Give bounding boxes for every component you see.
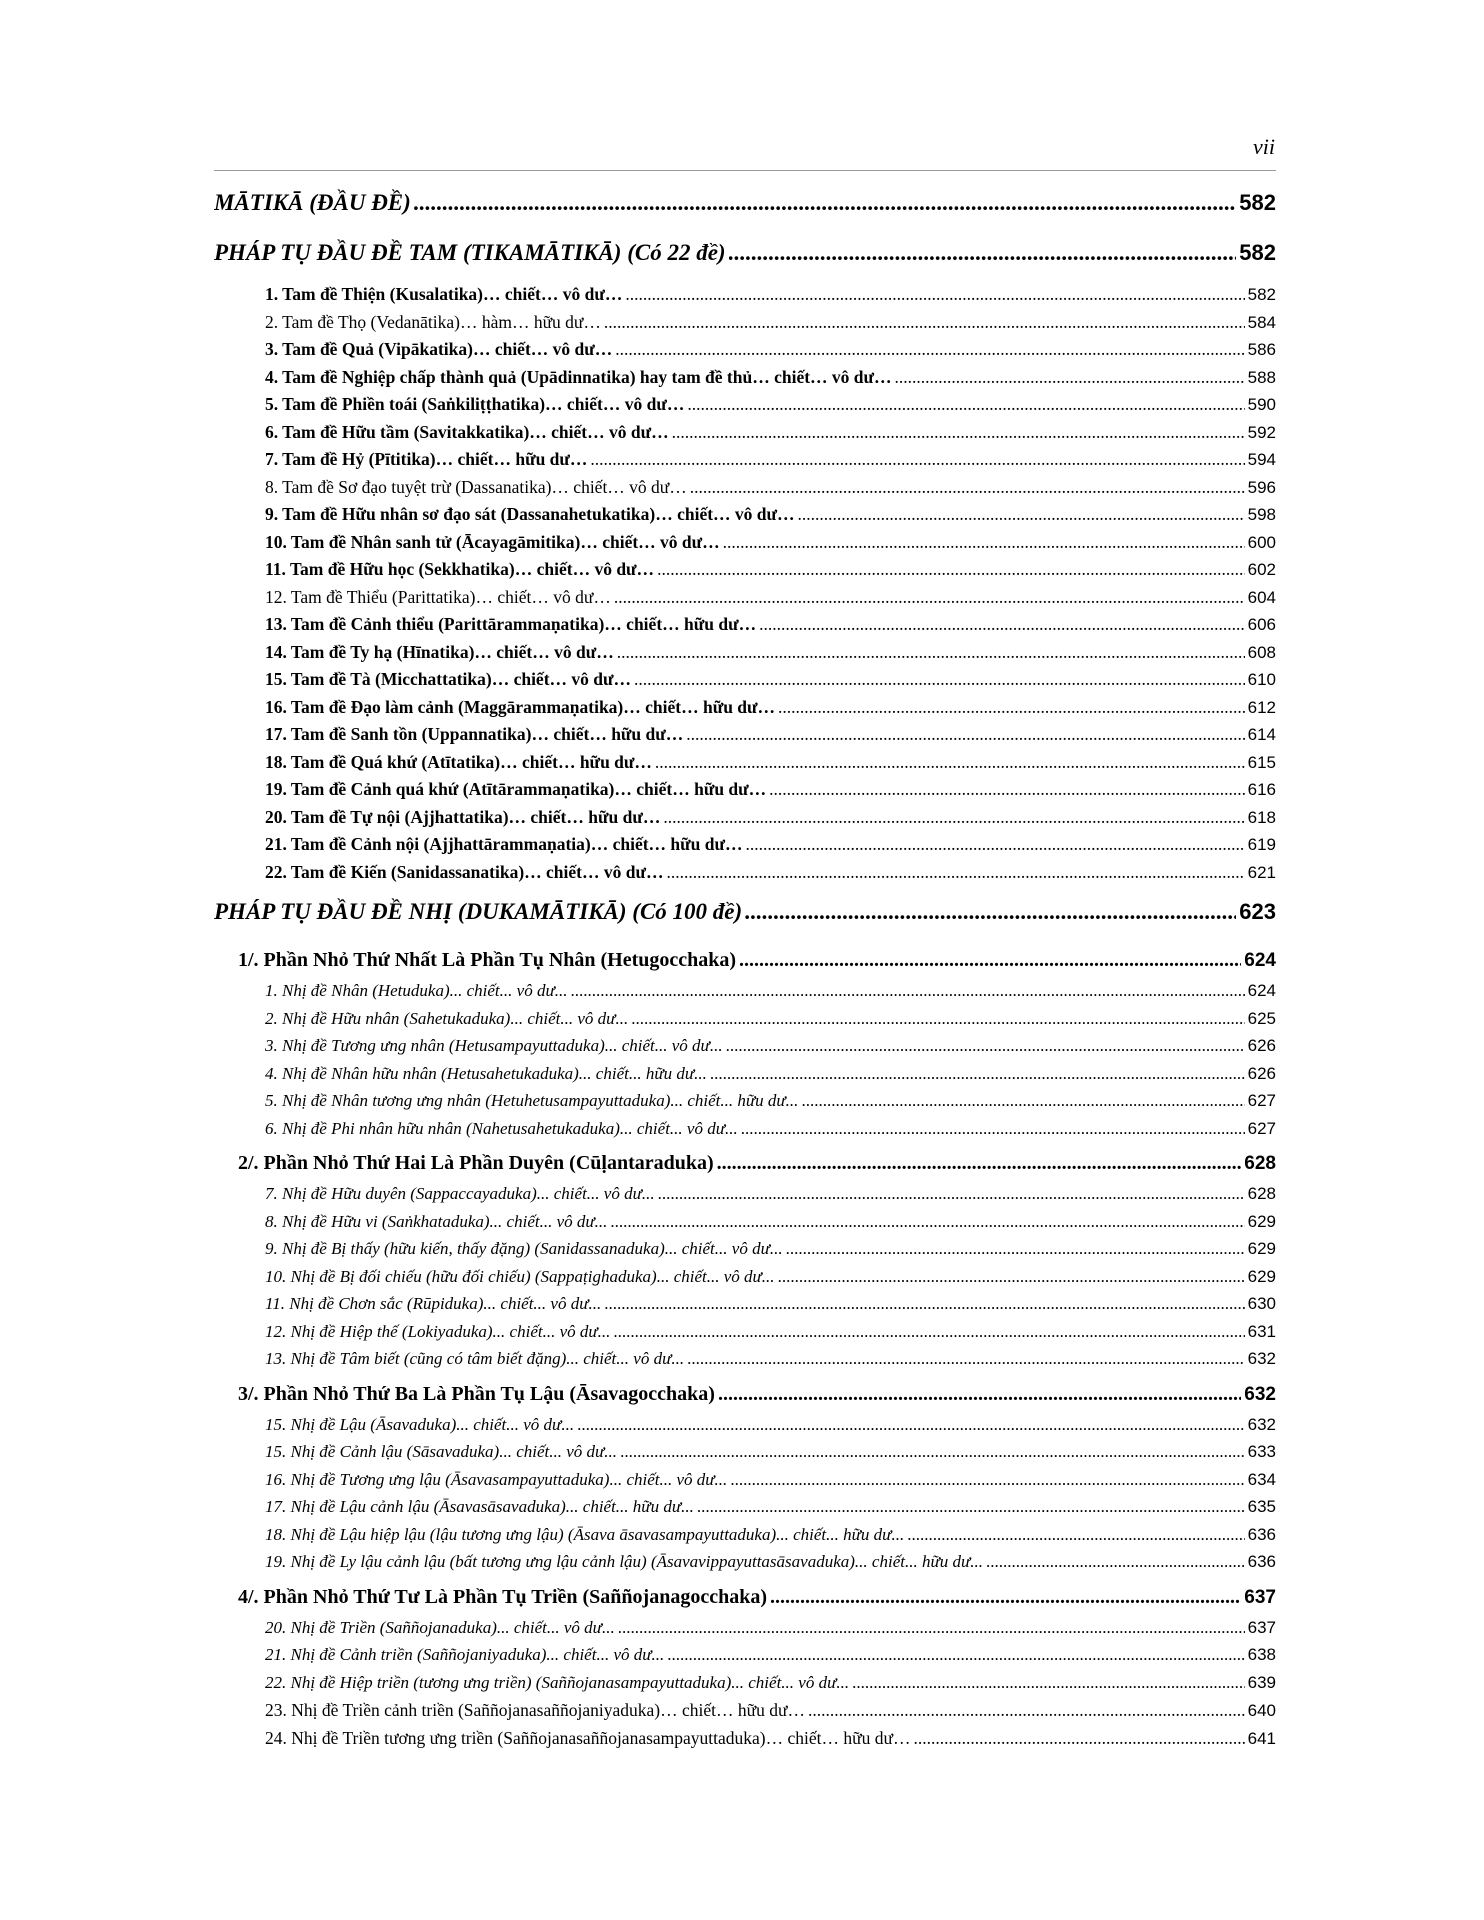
toc-entry[interactable] — [214, 449, 1276, 477]
toc-section-label: 2/. Phần Nhỏ Thứ Hai Là Phần Duyên (Cūḷantaraduka) — [238, 1152, 714, 1174]
toc-page-number: 619 — [1247, 835, 1276, 854]
leader-dots — [723, 532, 1245, 553]
toc-entry[interactable] — [214, 284, 1276, 312]
toc-entry-label: 18. Nhị đề Lậu hiệp lậu (lậu tương ưng lậu) (Āsava āsavasampayuttaduka)... chiết... hữu dư... — [265, 1524, 905, 1544]
toc-page-number: 615 — [1247, 752, 1276, 772]
toc-page-number: 640 — [1247, 1701, 1276, 1720]
toc-entry[interactable] — [214, 1552, 1276, 1580]
toc-page-number: 623 — [1239, 899, 1276, 924]
toc-entry-label: 3. Nhị đề Tương ưng nhân (Hetusampayuttaduka)... chiết... vô dư... — [265, 1036, 723, 1055]
toc-entry-label: 15. Tam đề Tà (Micchattatika)… chiết… vô dư… — [265, 669, 632, 689]
toc-page-number: 639 — [1247, 1672, 1276, 1692]
toc-entry[interactable] — [214, 1700, 1276, 1728]
leader-dots — [778, 697, 1245, 718]
toc-entry-label: 5. Tam đề Phiền toái (Saṅkiliṭṭhatika)… chiết… vô dư… — [265, 394, 685, 414]
toc-page-number: 628 — [1244, 1153, 1276, 1174]
leader-dots — [801, 1091, 1244, 1111]
toc-entry-label: 8. Nhị đề Hữu vi (Saṅkhataduka)... chiết... vô dư... — [265, 1211, 608, 1231]
toc-entry[interactable] — [214, 1091, 1276, 1119]
leader-dots — [798, 504, 1245, 525]
toc-page-number: 625 — [1247, 1008, 1276, 1028]
toc-page-number: 634 — [1247, 1469, 1276, 1489]
toc-entry[interactable] — [214, 614, 1276, 642]
toc-entry[interactable] — [214, 1728, 1276, 1756]
toc-page-number: 590 — [1247, 395, 1276, 414]
toc-entry[interactable] — [214, 1119, 1276, 1147]
toc-entry-label: 4. Nhị đề Nhân hữu nhân (Hetusahetukaduka)... chiết... hữu dư... — [265, 1063, 707, 1083]
leader-dots — [769, 779, 1244, 800]
toc-entry[interactable] — [214, 394, 1276, 422]
toc-page-number: 584 — [1247, 312, 1276, 332]
leader-dots — [986, 1552, 1245, 1572]
toc-entry-label: 18. Tam đề Quá khứ (Atītatika)… chiết… hữu dư… — [265, 751, 652, 772]
leader-dots — [666, 862, 1244, 883]
toc-entry-label: 8. Tam đề Sơ đạo tuyệt trừ (Dassanatika)… chiết… vô dư… — [265, 476, 687, 497]
toc-section-3[interactable] — [214, 1377, 1276, 1415]
toc-heading-duka[interactable] — [214, 893, 1276, 943]
toc-section-2[interactable] — [214, 1146, 1276, 1184]
toc-entry-label: 6. Nhị đề Phi nhân hữu nhân (Nahetusahetukaduka)... chiết... vô dư... — [265, 1118, 738, 1138]
toc-page-number: 588 — [1247, 367, 1276, 387]
leader-dots — [686, 724, 1244, 745]
tika-list — [214, 284, 1276, 889]
toc-entry-label: 10. Nhị đề Bị đối chiếu (hữu đối chiếu) (Sappaṭighaduka)... chiết... vô dư... — [265, 1266, 775, 1286]
leader-dots — [729, 240, 1237, 266]
toc-page-number: 598 — [1247, 505, 1276, 524]
toc-section-1[interactable] — [214, 943, 1276, 981]
toc-entry[interactable] — [214, 504, 1276, 532]
toc-entry-label: 20. Nhị đề Triền (Saññojanaduka)... chiết... vô dư... — [265, 1617, 615, 1637]
toc-heading-matika[interactable] — [214, 184, 1276, 234]
leader-dots — [690, 477, 1245, 498]
toc-page-number: 624 — [1244, 950, 1276, 971]
toc-page-number: 582 — [1239, 190, 1276, 215]
leader-dots — [570, 981, 1244, 1001]
toc-entry[interactable] — [214, 642, 1276, 670]
toc-entry[interactable] — [214, 312, 1276, 340]
toc-page-number: 627 — [1247, 1091, 1276, 1110]
leader-dots — [625, 284, 1244, 305]
leader-dots — [617, 642, 1245, 663]
toc-page-number: 631 — [1247, 1321, 1276, 1341]
toc-entry[interactable] — [214, 1036, 1276, 1064]
leader-dots — [741, 1119, 1245, 1139]
leader-dots — [778, 1267, 1245, 1287]
toc-entry-label: 3. Tam đề Quả (Vipākatika)… chiết… vô dư… — [265, 339, 613, 359]
toc-page-number: 614 — [1247, 725, 1276, 744]
toc-entry[interactable] — [214, 724, 1276, 752]
toc-entry-label: 6. Tam đề Hữu tầm (Savitakkatika)… chiết… vô dư… — [265, 421, 669, 442]
toc-entry[interactable] — [214, 422, 1276, 450]
toc-entry[interactable] — [214, 477, 1276, 505]
leader-dots — [759, 614, 1245, 635]
page-number: vii — [1253, 134, 1275, 159]
toc-entry[interactable] — [214, 807, 1276, 835]
toc-entry-label: 23. Nhị đề Triền cảnh triền (Saññojanasaññojaniyaduka)… chiết… hữu dư… — [265, 1700, 805, 1720]
toc-entry[interactable] — [214, 1415, 1276, 1443]
toc-entry-label: 7. Nhị đề Hữu duyên (Sappaccayaduka)... chiết... vô dư... — [265, 1184, 655, 1203]
toc-page-number: 592 — [1247, 422, 1276, 442]
toc-entry-label: 12. Tam đề Thiểu (Parittatika)… chiết… vô dư… — [265, 586, 611, 607]
leader-dots — [913, 1728, 1244, 1749]
leader-dots — [808, 1700, 1245, 1721]
toc-entry-label: 13. Nhị đề Tâm biết (cũng có tâm biết đặng)... chiết... vô dư... — [265, 1349, 685, 1368]
toc-page-number: 626 — [1247, 1063, 1276, 1083]
toc-page-number: 586 — [1247, 340, 1276, 359]
leader-dots — [657, 559, 1245, 580]
leader-dots — [739, 949, 1241, 972]
toc-entry[interactable] — [214, 587, 1276, 615]
toc-page-number: 606 — [1247, 615, 1276, 634]
leader-dots — [730, 1470, 1244, 1490]
toc-entry[interactable] — [214, 697, 1276, 725]
toc-entry-label: 16. Nhị đề Tương ưng lậu (Āsavasampayuttaduka)... chiết... vô dư... — [265, 1469, 728, 1489]
leader-dots — [745, 899, 1236, 925]
leader-dots — [717, 1152, 1242, 1175]
toc-page-number: 608 — [1247, 642, 1276, 662]
leader-dots — [604, 312, 1245, 333]
toc-page-number: 629 — [1247, 1239, 1276, 1258]
toc-entry-label: 2. Tam đề Thọ (Vedanātika)… hàm… hữu dư… — [265, 311, 601, 332]
toc-page-number: 629 — [1247, 1211, 1276, 1231]
leader-dots — [907, 1525, 1244, 1545]
toc-page-number: 637 — [1244, 1586, 1276, 1608]
toc-entry[interactable] — [214, 1212, 1276, 1240]
toc-entry-label: 19. Tam đề Cảnh quá khứ (Atītārammaṇatika)… chiết… hữu dư… — [265, 779, 767, 799]
toc-entry[interactable] — [214, 1349, 1276, 1377]
leader-dots — [414, 190, 1236, 216]
toc-entry[interactable] — [214, 1673, 1276, 1701]
toc-section-label: 1/. Phần Nhỏ Thứ Nhất Là Phần Tụ Nhân (Hetugocchaka) — [238, 949, 737, 971]
table-of-contents — [214, 184, 1276, 1755]
leader-dots — [618, 1618, 1245, 1638]
toc-entry[interactable] — [214, 1294, 1276, 1322]
leader-dots — [852, 1673, 1245, 1693]
toc-entry-label: 9. Tam đề Hữu nhân sơ đạo sát (Dassanahetukatika)… chiết… vô dư… — [265, 504, 795, 524]
toc-page-number: 633 — [1247, 1442, 1276, 1461]
toc-page-number: 616 — [1247, 780, 1276, 799]
toc-entry-label: 1. Nhị đề Nhân (Hetuduka)... chiết... vô dư... — [265, 981, 568, 1000]
toc-entry[interactable] — [214, 1470, 1276, 1498]
toc-page-number: 604 — [1247, 587, 1276, 607]
toc-section-label: 3/. Phần Nhỏ Thứ Ba Là Phần Tụ Lậu (Āsavagocchaka) — [238, 1382, 715, 1405]
toc-entry[interactable] — [214, 1322, 1276, 1350]
toc-entry-label: 22. Nhị đề Hiệp triền (tương ưng triền) (Saññojanasampayuttaduka)... chiết... vô dư... — [265, 1672, 850, 1692]
toc-entry-label: 7. Tam đề Hỷ (Pītitika)… chiết… hữu dư… — [265, 449, 588, 469]
leader-dots — [590, 449, 1244, 470]
toc-page-number: 629 — [1247, 1266, 1276, 1286]
toc-heading-tika[interactable] — [214, 234, 1276, 284]
toc-entry-label: 5. Nhị đề Nhân tương ưng nhân (Hetuhetusampayuttaduka)... chiết... hữu dư... — [265, 1091, 799, 1110]
toc-entry-label: 21. Nhị đề Cảnh triền (Saññojaniyaduka)... chiết... vô dư... — [265, 1645, 665, 1664]
leader-dots — [604, 1294, 1244, 1314]
toc-entry[interactable] — [214, 981, 1276, 1009]
toc-page-number: 582 — [1247, 285, 1276, 304]
toc-entry[interactable] — [214, 1064, 1276, 1092]
toc-heading-label: PHÁP TỤ ĐẦU ĐỀ TAM (TIKAMĀTIKĀ) (Có 22 đề) — [214, 240, 726, 265]
toc-entry[interactable] — [214, 1267, 1276, 1295]
leader-dots — [663, 807, 1244, 828]
toc-entry-label: 16. Tam đề Đạo làm cảnh (Maggārammaṇatika)… chiết… hữu dư… — [265, 696, 776, 717]
toc-page-number: 626 — [1247, 1036, 1276, 1055]
leader-dots — [687, 1349, 1245, 1369]
toc-page-number: 618 — [1247, 807, 1276, 827]
toc-page-number: 635 — [1247, 1497, 1276, 1516]
toc-entry-label: 15. Nhị đề Cảnh lậu (Sāsavaduka)... chiết... vô dư... — [265, 1442, 618, 1461]
toc-page-number: 628 — [1247, 1184, 1276, 1203]
toc-page-number: 637 — [1247, 1617, 1276, 1637]
leader-dots — [786, 1239, 1245, 1259]
toc-entry[interactable] — [214, 862, 1276, 890]
toc-entry[interactable] — [214, 1239, 1276, 1267]
toc-entry-label: 4. Tam đề Nghiệp chấp thành quả (Upādinnatika) hay tam đề thủ… chiết… vô dư… — [265, 366, 892, 387]
toc-page-number: 627 — [1247, 1118, 1276, 1138]
leader-dots — [667, 1645, 1244, 1665]
toc-page-number: 582 — [1239, 240, 1276, 265]
leader-dots — [620, 1442, 1245, 1462]
leader-dots — [658, 1184, 1245, 1204]
toc-entry-label: 9. Nhị đề Bị thấy (hữu kiến, thấy đặng) (Sanidassanaduka)... chiết... vô dư... — [265, 1239, 783, 1258]
toc-entry-label: 11. Tam đề Hữu học (Sekkhatika)… chiết… vô dư… — [265, 559, 655, 579]
toc-page-number: 638 — [1247, 1645, 1276, 1664]
toc-entry[interactable] — [214, 834, 1276, 862]
toc-page-number: 636 — [1247, 1524, 1276, 1544]
toc-entry[interactable] — [214, 669, 1276, 697]
toc-entry[interactable] — [214, 1645, 1276, 1673]
header-rule — [214, 170, 1276, 171]
toc-entry[interactable] — [214, 367, 1276, 395]
toc-entry[interactable] — [214, 779, 1276, 807]
toc-entry-label: 19. Nhị đề Ly lậu cảnh lậu (bất tương ưng lậu cảnh lậu) (Āsavavippayuttasāsavaduka)... chiết... hữu dư... — [265, 1552, 984, 1571]
leader-dots — [615, 339, 1244, 360]
toc-entry[interactable] — [214, 1497, 1276, 1525]
toc-page-number: 600 — [1247, 532, 1276, 552]
toc-entry-label: 10. Tam đề Nhân sanh tử (Ācayagāmitika)… chiết… vô dư… — [265, 531, 720, 552]
toc-entry-label: 14. Tam đề Ty hạ (Hīnatika)… chiết… vô dư… — [265, 641, 614, 662]
toc-page-number: 602 — [1247, 560, 1276, 579]
toc-entry-label: 15. Nhị đề Lậu (Āsavaduka)... chiết... vô dư... — [265, 1414, 575, 1434]
toc-page-number: 610 — [1247, 670, 1276, 689]
toc-entry[interactable] — [214, 1442, 1276, 1470]
toc-page-number: 632 — [1247, 1349, 1276, 1368]
leader-dots — [672, 422, 1245, 443]
toc-entry-label: 17. Tam đề Sanh tồn (Uppannatika)… chiết… hữu dư… — [265, 724, 684, 744]
toc-entry-label: 13. Tam đề Cảnh thiểu (Parittārammaṇatika)… chiết… hữu dư… — [265, 614, 757, 634]
toc-entry-label: 2. Nhị đề Hữu nhân (Sahetukaduka)... chiết... vô dư... — [265, 1008, 629, 1028]
toc-page-number: 621 — [1247, 862, 1276, 882]
toc-entry[interactable] — [214, 339, 1276, 367]
toc-entry-label: 20. Tam đề Tự nội (Ajjhattatika)… chiết… hữu dư… — [265, 806, 661, 827]
toc-entry-label: 24. Nhị đề Triền tương ưng triền (Saññojanasaññojanasampayuttaduka)… chiết… hữu dư… — [265, 1727, 911, 1748]
toc-page-number: 641 — [1247, 1728, 1276, 1748]
toc-entry-label: 21. Tam đề Cảnh nội (Ajjhattārammaṇatia)… chiết… hữu dư… — [265, 834, 743, 854]
toc-entry-label: 1. Tam đề Thiện (Kusalatika)… chiết… vô dư… — [265, 284, 623, 304]
toc-heading-label: MĀTIKĀ (ĐẦU ĐỀ) — [214, 190, 411, 215]
leader-dots — [634, 669, 1245, 690]
leader-dots — [577, 1415, 1245, 1435]
toc-entry[interactable] — [214, 532, 1276, 560]
toc-entry[interactable] — [214, 1525, 1276, 1553]
leader-dots — [895, 367, 1245, 388]
leader-dots — [613, 1322, 1244, 1342]
leader-dots — [710, 1064, 1245, 1084]
leader-dots — [746, 834, 1245, 855]
toc-page-number: 624 — [1247, 981, 1276, 1000]
toc-section-label: 4/. Phần Nhỏ Thứ Tư Là Phần Tụ Triền (Saññojanagocchaka) — [238, 1585, 767, 1608]
toc-heading-label: PHÁP TỤ ĐẦU ĐỀ NHỊ (DUKAMĀTIKĀ) (Có 100 đề) — [214, 899, 743, 924]
leader-dots — [631, 1009, 1244, 1029]
leader-dots — [770, 1586, 1241, 1609]
toc-page-number: 636 — [1247, 1552, 1276, 1571]
toc-entry[interactable] — [214, 1184, 1276, 1212]
leader-dots — [726, 1036, 1245, 1056]
toc-entry[interactable] — [214, 1009, 1276, 1037]
toc-entry-label: 17. Nhị đề Lậu cảnh lậu (Āsavasāsavaduka)... chiết... hữu dư... — [265, 1497, 694, 1516]
toc-entry[interactable] — [214, 752, 1276, 780]
toc-page-number: 630 — [1247, 1294, 1276, 1313]
leader-dots — [697, 1497, 1245, 1517]
toc-entry[interactable] — [214, 559, 1276, 587]
toc-page-number: 632 — [1247, 1414, 1276, 1434]
leader-dots — [687, 394, 1244, 415]
leader-dots — [610, 1212, 1244, 1232]
toc-page-number: 612 — [1247, 697, 1276, 717]
toc-entry[interactable] — [214, 1618, 1276, 1646]
toc-page-number: 594 — [1247, 450, 1276, 469]
leader-dots — [718, 1383, 1241, 1406]
toc-entry-label: 12. Nhị đề Hiệp thế (Lokiyaduka)... chiết... vô dư... — [265, 1321, 611, 1341]
toc-entry-label: 22. Tam đề Kiến (Sanidassanatika)… chiết… vô dư… — [265, 861, 664, 882]
leader-dots — [655, 752, 1245, 773]
toc-section-4[interactable] — [214, 1580, 1276, 1618]
toc-page-number: 596 — [1247, 477, 1276, 497]
leader-dots — [614, 587, 1245, 608]
toc-entry-label: 11. Nhị đề Chơn sắc (Rūpiduka)... chiết... vô dư... — [265, 1294, 602, 1313]
toc-page-number: 632 — [1244, 1383, 1276, 1405]
